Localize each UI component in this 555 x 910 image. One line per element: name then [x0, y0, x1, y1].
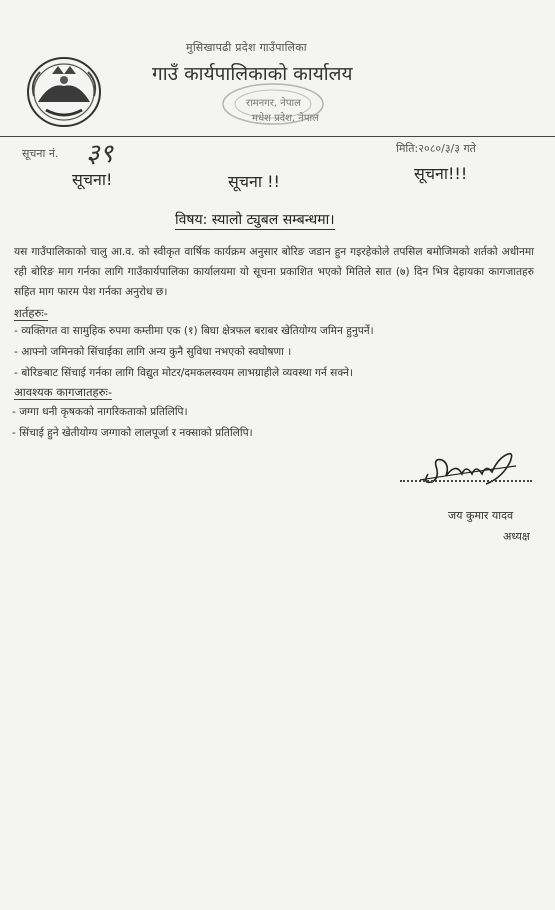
- subject-line: [175, 210, 335, 229]
- document-item: - सिंचाई हुने खेतीयोग्य जग्गाको लालपूर्जा र नक्साको प्रतिलिपि।: [12, 427, 253, 439]
- documents-heading-text: आवश्यक कागजातहरुः-: [14, 385, 112, 399]
- header-divider: [0, 136, 555, 137]
- notice-heading-3: सूचना!!!: [414, 164, 468, 183]
- municipality-name: मुसिखापढी प्रदेश गाउँपालिका: [186, 41, 307, 54]
- condition-item: - आफ्नो जमिनको सिंचाईका लागि अन्य कुनै सुविधा नभएको स्वघोषणा ।: [14, 346, 292, 358]
- address-line-1: रामनगर, नेपाल: [246, 98, 301, 109]
- office-title: गाउँ कार्यपालिकाको कार्यालय: [152, 63, 353, 85]
- address-line-2: मधेश प्रदेश, नेपाल: [252, 113, 319, 124]
- condition-item: - बोरिङबाट सिंचाई गर्नका लागि विद्युत मोटर/दमकलस्वयम लाभग्राहीले व्यवस्था गर्न सक्ने।: [14, 367, 354, 379]
- notice-heading-1: सूचना!: [72, 170, 113, 189]
- signatory-name: जय कुमार यादव: [448, 509, 514, 522]
- documents-heading: [14, 385, 112, 400]
- notice-number-value: ३९: [86, 139, 114, 169]
- notice-heading-2: सूचना !!: [228, 172, 280, 191]
- conditions-heading: [14, 306, 48, 321]
- notice-date: मिति:२०८०/३/३ गते: [396, 142, 476, 155]
- body-paragraph: यस गाउँपालिकाको चालु आ.व. को स्वीकृत वार्षिक कार्यक्रम अनुसार बोरिङ जडान हुन गइरहेकोले तपसिल बमोजिमको शर्तको अधीनमा रही बोरिङ माग गर्नका लागि गाउँकार्यपालिका कार्यालयमा यो सूचना प्रकाशित भएको मितिले सात (७) दिन भित्र देहायका कागजातहरु सहित माग फारम पेश गर्नका अनुरोध छ।: [14, 246, 534, 298]
- document-item: - जग्गा धनी कृषकको नागरिकताको प्रतिलिपि।: [12, 406, 188, 418]
- condition-item: - व्यक्तिगत वा सामुहिक रुपमा कम्तीमा एक (१) बिघा क्षेत्रफल बराबर खेतियोग्य जमिन हुनुपर्ने।: [14, 325, 374, 337]
- subject-text: विषय: स्यालो ट्युबल सम्बन्धमा।: [175, 212, 335, 228]
- notice-number-label: सूचना नं.: [22, 147, 59, 160]
- signatory-title: अध्यक्ष: [503, 530, 530, 543]
- government-emblem-icon: [24, 52, 104, 130]
- conditions-heading-text: शर्तहरुः-: [14, 306, 48, 320]
- signature-icon: [416, 444, 526, 494]
- signature-line: [400, 480, 532, 482]
